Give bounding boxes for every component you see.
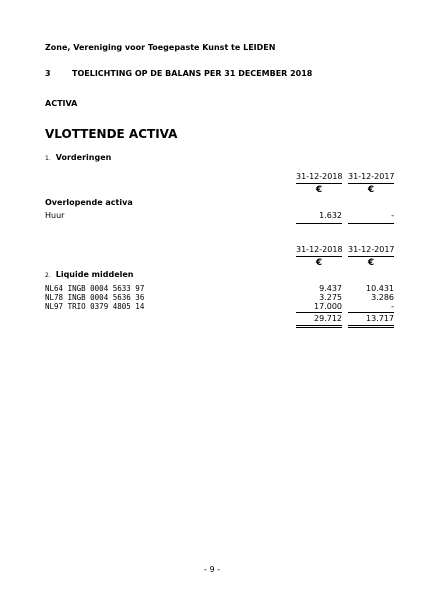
activa-heading: ACTIVA [45, 99, 78, 108]
liquide-total-rule-2017 [348, 325, 394, 326]
vorderingen-col-2017-underline [348, 183, 394, 184]
organization-name: Zone, Vereniging voor Toegepaste Kunst te LEIDEN [45, 43, 276, 52]
bank-account-label: NL78 INGB 0004 5636 36 [45, 293, 145, 302]
vlottende-activa-heading: VLOTTENDE ACTIVA [45, 127, 178, 141]
bank-account-value-2018: 17.000 [314, 302, 342, 311]
liquide-total-2017: 13.717 [366, 314, 394, 323]
vorderingen-row-value-2018: 1.632 [319, 211, 342, 220]
liquide-currency-2017: € [367, 258, 375, 268]
section-number: 3 [45, 69, 51, 78]
vorderingen-total-rule-2018 [296, 223, 342, 224]
vorderingen-row-value-2017: - [391, 211, 394, 220]
vorderingen-total-rule-2017 [348, 223, 394, 224]
bank-account-label: NL97 TRIO 0379 4805 14 [45, 302, 145, 311]
liquide-total-double-rule-2017 [348, 327, 394, 328]
liquide-subtotal-rule-2017 [348, 312, 394, 313]
vorderingen-currency-2017: € [367, 185, 375, 195]
vorderingen-currency-2018: € [315, 185, 323, 195]
overlopende-activa-heading: Overlopende activa [45, 198, 133, 207]
bank-account-label: NL64 INGB 0004 5633 97 [45, 284, 145, 293]
liquide-currency-2018: € [315, 258, 323, 268]
bank-account-value-2018: 3.275 [319, 293, 342, 302]
bank-account-value-2017: 10.431 [366, 284, 394, 293]
liquide-title: Liquide middelen [55, 270, 134, 279]
liquide-total-2018: 29.712 [314, 314, 342, 323]
vorderingen-col-2018-underline [296, 183, 342, 184]
section-title: TOELICHTING OP DE BALANS PER 31 DECEMBER 2018 [72, 69, 313, 78]
vorderingen-number: 1. [45, 155, 51, 162]
liquide-col-2018-header: 31-12-2018 [296, 245, 343, 254]
liquide-col-2017-underline [348, 256, 394, 257]
bank-account-value-2018: 9.437 [319, 284, 342, 293]
vorderingen-row-label: Huur [45, 211, 65, 220]
liquide-col-2018-underline [296, 256, 342, 257]
vorderingen-title: Vorderingen [55, 153, 112, 162]
liquide-heading [45, 270, 134, 279]
liquide-total-double-rule-2018 [296, 327, 342, 328]
bank-account-value-2017: 3.286 [371, 293, 394, 302]
page-number: - 9 - [204, 565, 220, 574]
vorderingen-heading [45, 153, 111, 162]
liquide-col-2017-header: 31-12-2017 [348, 245, 395, 254]
bank-account-value-2017: - [391, 302, 394, 311]
vorderingen-col-2017-header: 31-12-2017 [348, 172, 395, 181]
vorderingen-col-2018-header: 31-12-2018 [296, 172, 343, 181]
liquide-subtotal-rule-2018 [296, 312, 342, 313]
liquide-total-rule-2018 [296, 325, 342, 326]
liquide-number: 2. [45, 272, 51, 279]
